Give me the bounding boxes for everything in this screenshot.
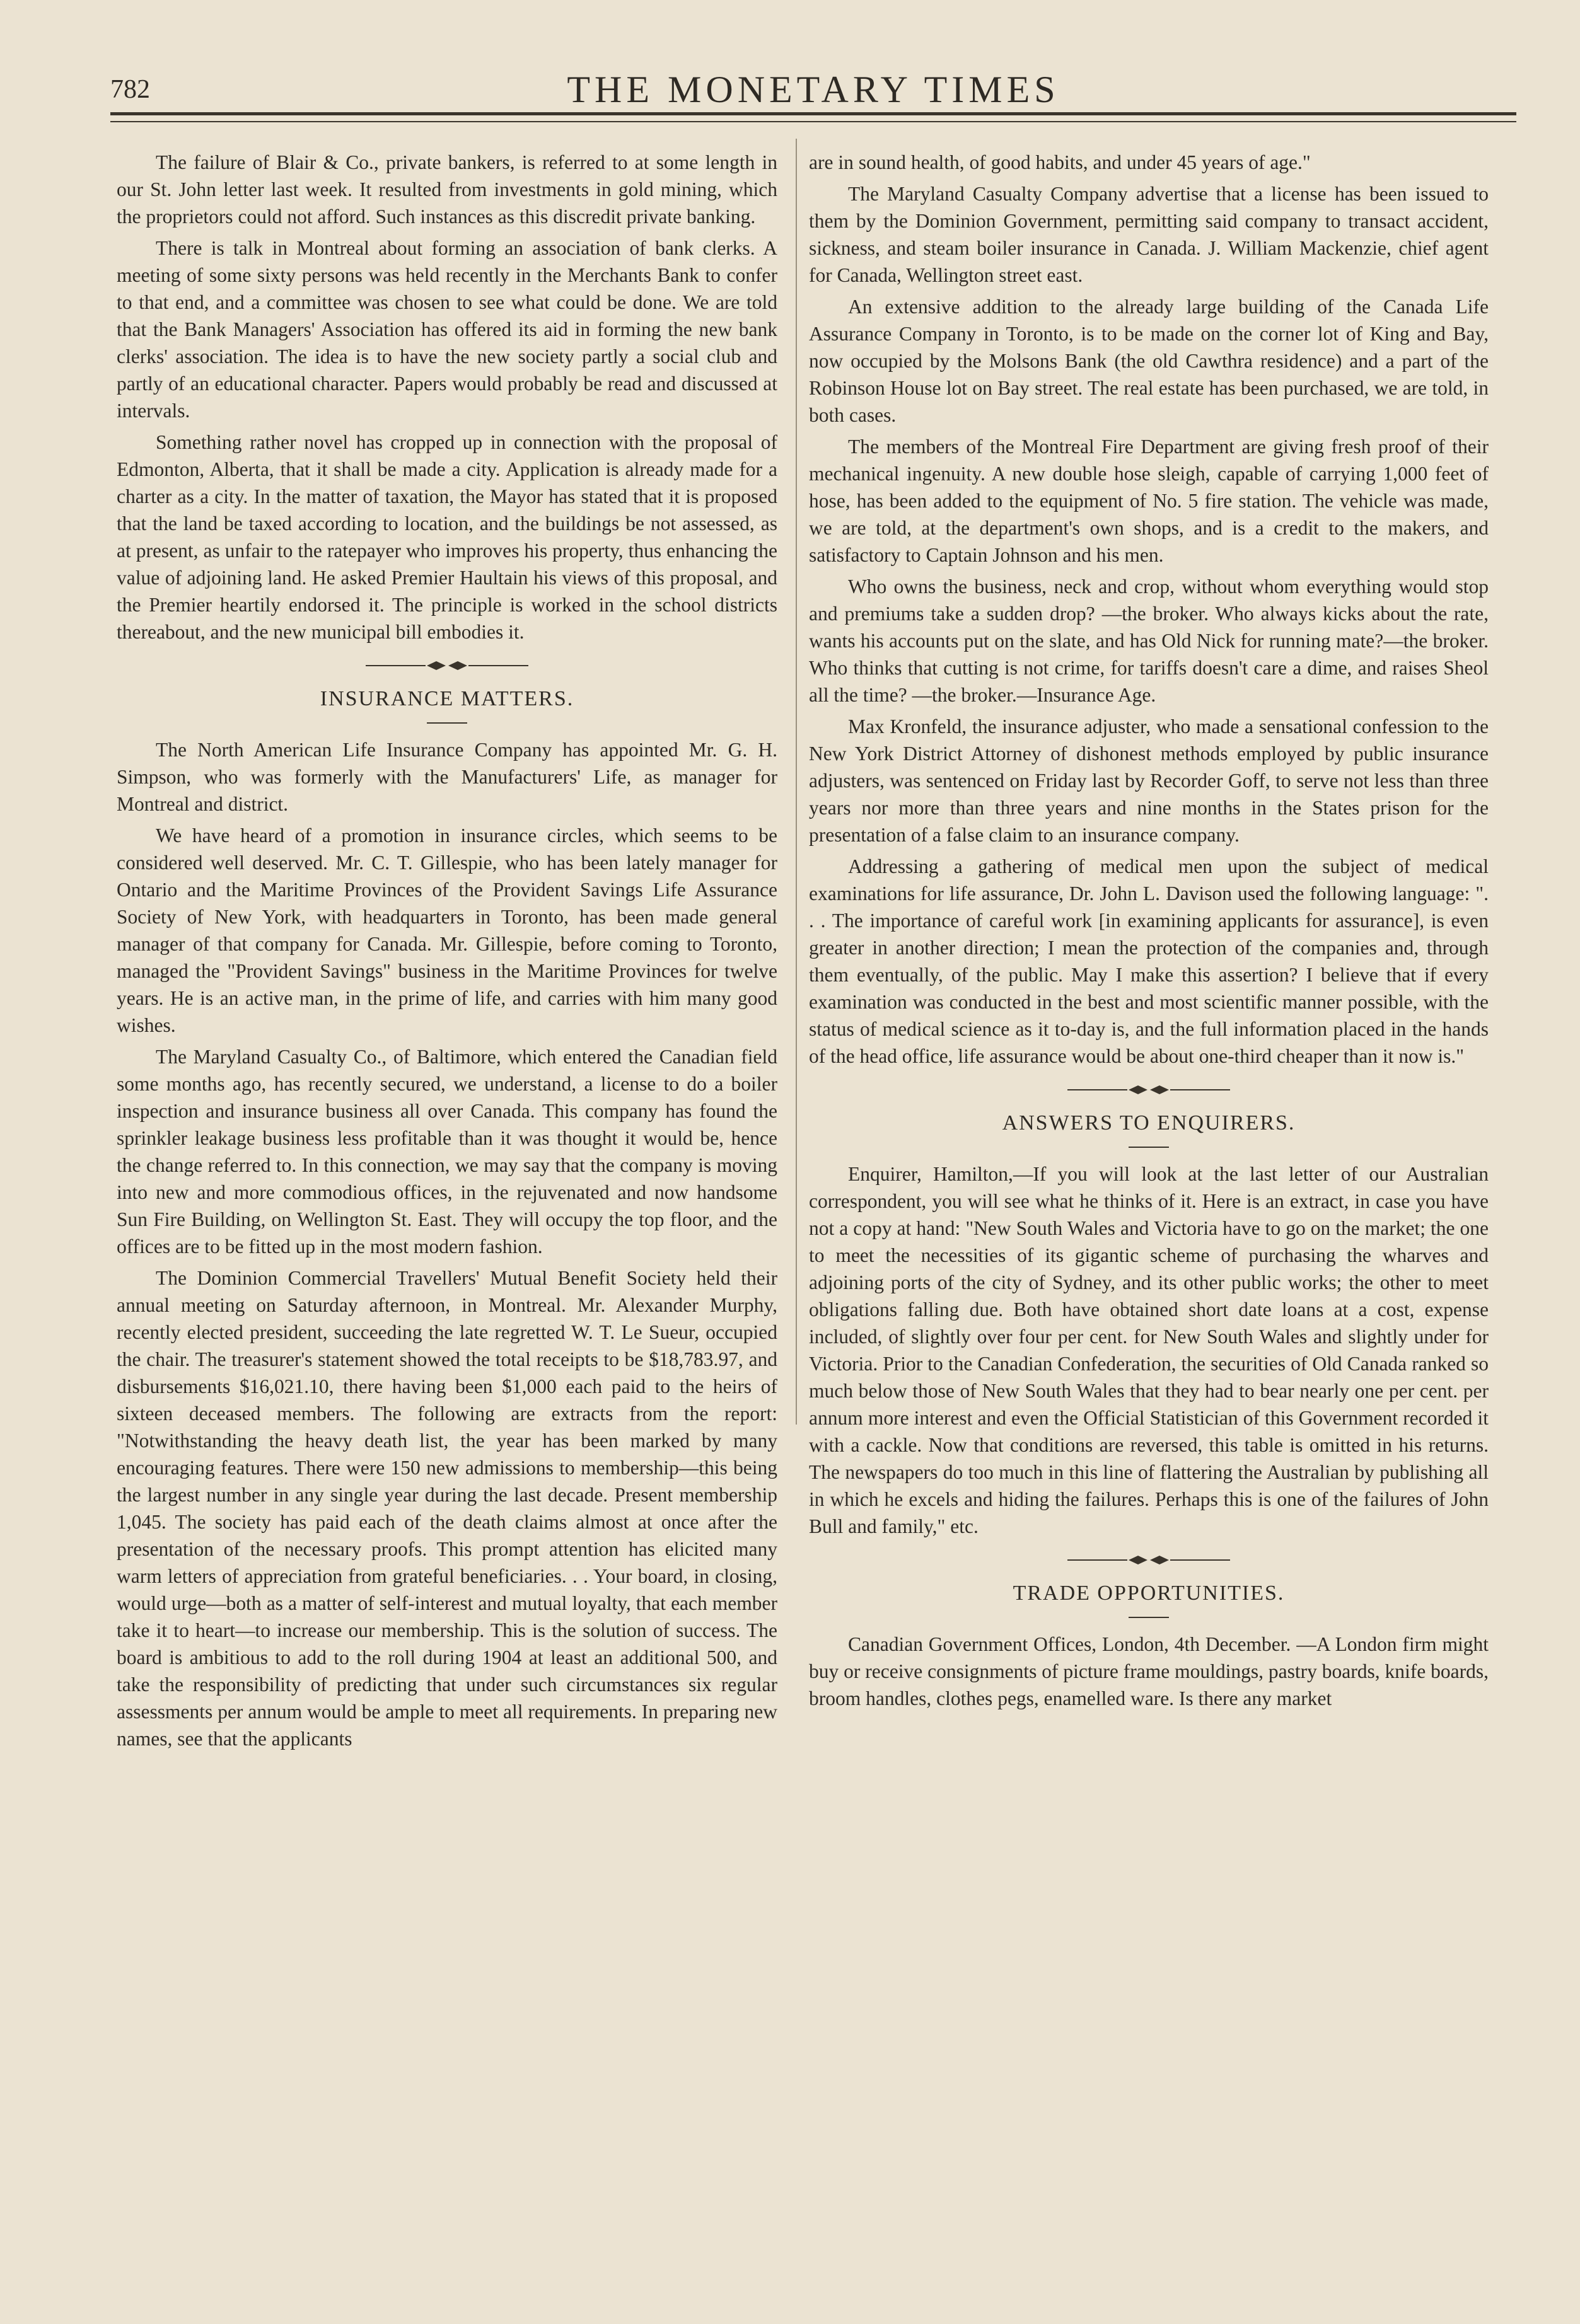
section-ornament [809,1074,1489,1106]
article-paragraph: The Maryland Casualty Company advertise that a license has been issued to them by the Dominion Government, permitting said company to transact accident, sickness, and steam boiler insurance in Canada. J. William Mackenzie, chief agent for Canada, Wellington street east. [809,183,1489,286]
article-paragraph: Who owns the business, neck and crop, without whom everything would stop and premiums take a sudden drop? —the broker. Who always kicks about the rate, wants his accounts put on the slate, and has Old Nick for running mate?—the broker. Who thinks that cutting is not crime, for tariffs doesn't care a dime, and raises Sheol all the time? —the broker.—Insurance Age. [809,575,1489,706]
page-number: 782 [110,75,150,104]
article-paragraph: The Dominion Commercial Travellers' Mutual Benefit Society held their annual meeting on Saturday afternoon, in Montreal. Mr. Alexander Murphy, recently elected president, succeeding the late regretted W. T. Le Sueur, occupied the chair. The treasurer's statement showed the total receipts to be $18,783.97, and disbursements $16,021.10, there having been $1,000 each paid to the heirs of sixteen deceased members. The following are extracts from the report: "Notwithstanding the heavy death list, the year has been marked by many encouraging features. There were 150 new admissions to membership—this being the largest number in any single year during the last decade. Present membership 1,045. The society has paid each of the death claims almost at once after the presentation of the necessary proofs. This prompt attention has elicited many warm letters of appreciation from grateful beneficiaries. . . Your board, in closing, would urge—both as a matter of self-interest and mutual loyalty, that each member take it to heart—to increase our membership. This is the solution of success. The board is ambitious to add to the roll during 1904 at least an additional 500, and take the responsibility of predicting that under such circumstances six regular assessments per annum would be ample to meet all requirements. In preparing new names, see that the applicants [117,1267,777,1750]
article-paragraph: The North American Life Insurance Company has appointed Mr. G. H. Simpson, who was formerly with the Manufacturers' Life, as manager for Montreal and district. [117,739,777,815]
article-paragraph: are in sound health, of good habits, and under 45 years of age." [809,151,1311,173]
section-ornament [809,1544,1489,1576]
article-paragraph: There is talk in Montreal about forming an association of bank clerks. A meeting of some sixty persons was held recently in the Merchants Bank to confer to that end, and a committee was chosen to see what could be done. We are told that the Bank Managers' Association has offered its aid in forming the new bank clerks' association. The idea is to have the new society partly a social club and partly of an educational character. Papers would probably be read and discussed at intervals. [117,237,777,422]
section-heading-answers-to-enquirers: ANSWERS TO ENQUIRERS. [1002,1111,1296,1135]
section-ornament [117,650,777,681]
header-rule-thick [110,112,1516,115]
article-paragraph: We have heard of a promotion in insurance circles, which seems to be considered well deserved. Mr. C. T. Gillespie, who has been lately manager for Ontario and the Maritime Provinces of the Provident Savings Life Assurance Society of New York, with headquarters in Toronto, has been made general manager of that company for Canada. Mr. Gillespie, before coming to Toronto, managed the "Provident Savings" business in the Maritime Provinces for twelve years. He is an active man, in the prime of life, and carries with him many good wishes. [117,824,777,1036]
masthead-title: THE MONETARY TIMES [567,69,1060,110]
article-paragraph: Addressing a gathering of medical men upon the subject of medical examinations for life assurance, Dr. John L. Davison used the following language: ". . . The importance of careful work [in examining applicants for assurance], is even greater in another direction; I mean the protection of the companies and, through them eventually, of the public. May I make this assertion? I believe that if every examination was conducted in the best and most scientific manner possible, with the status of medical science as it to-day is, and the full information placed in the hands of the head office, life assurance would be about one-third cheaper than it now is." [809,855,1489,1067]
article-paragraph: The Maryland Casualty Co., of Baltimore, which entered the Canadian field some months ago, has recently secured, we understand, a license to do a boiler inspection and insurance business all over Canada. This company has found the sprinkler leakage business less profitable than it was thought it would be, hence the change referred to. In this connection, we may say that the company is moving into new and more commodious offices, in the rejuvenated and now handsome Sun Fire Building, on Wellington St. East. They will occupy the top floor, and the offices are to be fitted up in the most modern fashion. [117,1046,777,1257]
article-paragraph: Canadian Government Offices, London, 4th December. —A London firm might buy or receive consignments of picture frame mouldings, pastry boards, knife boards, broom handles, clothes pegs, enamelled ware. Is there any market [809,1633,1489,1709]
page-header [110,68,1516,112]
section-heading-trade-opportunities: TRADE OPPORTUNITIES. [1013,1581,1285,1605]
column-divider [796,139,797,1425]
article-paragraph: The failure of Blair & Co., private bankers, is referred to at some length in our St. John letter last week. It resulted from investments in gold mining, which the proprietors could not afford. Such instances as this discredit private banking. [117,151,777,228]
article-paragraph: An extensive addition to the already large building of the Canada Life Assurance Company in Toronto, is to be made on the corner lot of King and Bay, now occupied by the Molsons Bank (the old Cawthra residence) and a part of the Robinson House lot on Bay street. The real estate has been purchased, we are told, in both cases. [809,296,1489,426]
section-heading-insurance-matters: INSURANCE MATTERS. [320,687,574,710]
heading-rule [117,719,777,727]
article-paragraph: The members of the Montreal Fire Department are giving fresh proof of their mechanical ingenuity. A new double hose sleigh, capable of carrying 1,000 feet of hose, has been added to the equipment of No. 5 fire station. The vehicle was made, we are told, at the department's own shops, and is a credit to the makers, and satisfactory to Captain Johnson and his men. [809,436,1489,566]
article-paragraph: Something rather novel has cropped up in connection with the proposal of Edmonton, Alberta, that it shall be made a city. Application is already made for a charter as a city. In the matter of taxation, the Mayor has stated that it is proposed that the land be taxed according to location, and the buildings be not assessed, as at present, as unfair to the ratepayer who improves his property, thus enhancing the value of adjoining land. He asked Premier Haultain his views of this proposal, and the Premier heartily endorsed it. The principle is worked in the school districts thereabout, and the new municipal bill embodies it. [117,431,777,643]
left-column [117,149,777,1757]
heading-rule [809,1143,1489,1152]
article-paragraph: Enquirer, Hamilton,—If you will look at the last letter of our Australian correspondent, you will see what he thinks of it. Here is an extract, in case you have not a copy at hand: "New South Wales and Victoria have to go on the market; the one to meet the necessities of its gigantic scheme of purchasing the wharves and adjoining ports of the city of Sydney, and its other public works; the other to meet obligations falling due. Both have obtained short date loans at a cost, expense included, of slightly over four per cent. for New South Wales and slightly under for Victoria. Prior to the Canadian Confederation, the securities of Old Canada ranked so much below those of New South Wales that they had to bear nearly one per cent. per annum more interest and even the Official Statistician of this Government recorded it with a cackle. Now that conditions are reversed, this table is omitted in his returns. The newspapers do too much in this line of flattering the Australian by publishing all in which he excels and hiding the failures. Perhaps this is one of the failures of John Bull and family," etc. [809,1163,1489,1537]
article-paragraph: Max Kronfeld, the insurance adjuster, who made a sensational confession to the New York District Attorney of dishonest methods employed by public insurance adjusters, was sentenced on Friday last by Recorder Goff, to serve not less than three years nor more than three years and nine months in the States prison for the presentation of a false claim to an insurance company. [809,715,1489,846]
right-column [809,149,1489,1716]
heading-rule [809,1613,1489,1622]
header-rule-thin [110,121,1516,122]
